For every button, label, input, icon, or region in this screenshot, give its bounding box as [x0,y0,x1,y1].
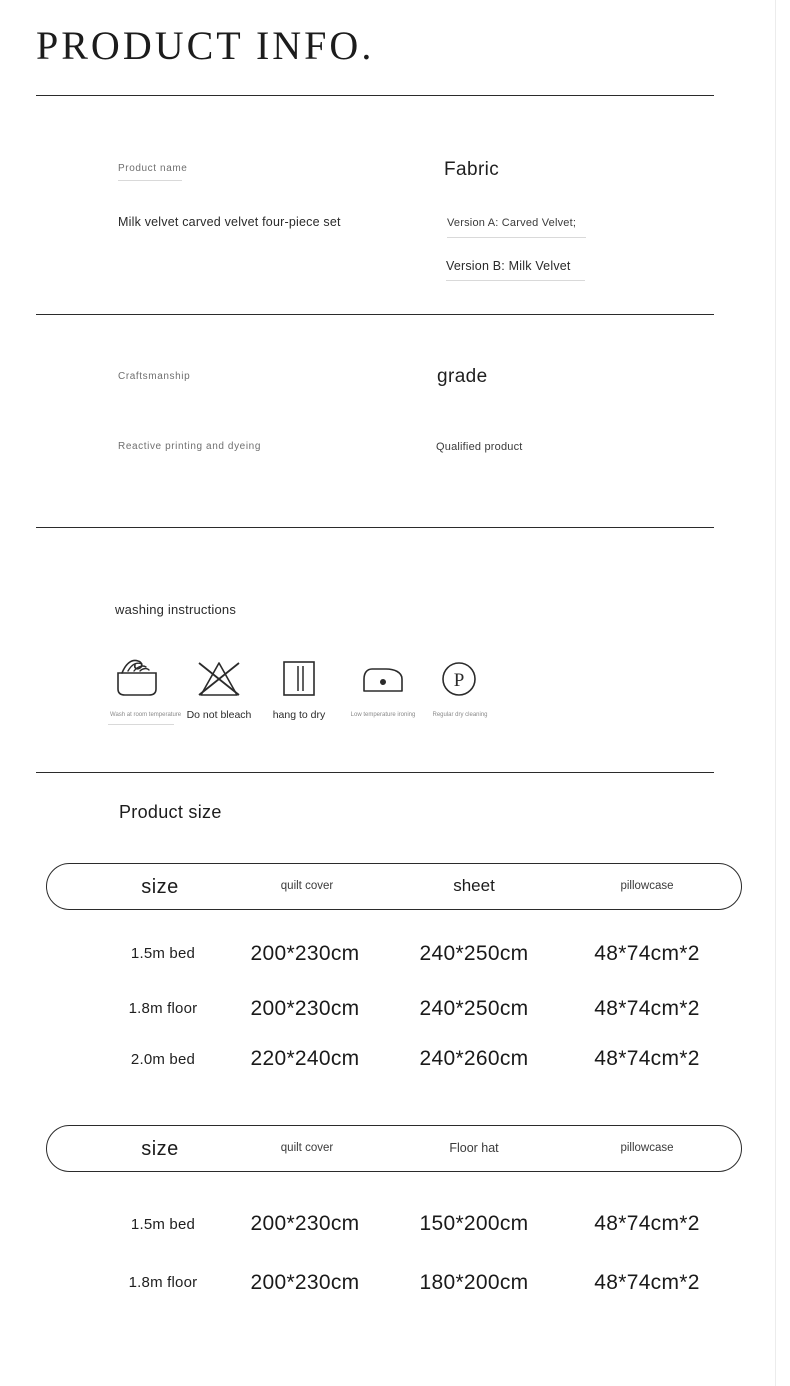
do-not-bleach-caption: Do not bleach [186,709,252,721]
hang-to-dry-caption: hang to dry [272,709,326,721]
do-not-bleach-icon [192,655,246,701]
size-table-2-row-1-pillowcase: 48*74cm*2 [594,1212,700,1235]
hand-wash-caption-underline [108,724,174,725]
fabric-version-a: Version A: Carved Velvet; [447,217,577,229]
size-table-1-header-size: size [141,876,179,898]
svg-text:P: P [453,670,465,691]
product-name-label-underline [118,180,182,181]
section-divider-1 [36,314,714,315]
fabric-label: Fabric [444,159,500,180]
size-table-1-header-sheet: sheet [453,876,495,895]
size-table-2-row-1-size: 1.5m bed [130,1216,196,1233]
fabric-version-b-underline [446,280,585,281]
size-table-2-header-quilt-cover: quilt cover [280,1142,334,1154]
low-temperature-iron-caption: Low temperature ironing [350,712,416,718]
fabric-version-b: Version B: Milk Velvet [446,259,571,273]
size-table-1-row-3-sheet: 240*260cm [419,1047,529,1070]
size-table-1-header-quilt-cover: quilt cover [280,880,334,892]
size-table-2-row-2-quilt: 200*230cm [250,1271,360,1294]
hand-wash-caption: Wash at room temperature [110,712,182,718]
section-divider-2 [36,527,714,528]
size-table-2-header-pillowcase: pillowcase [620,1142,674,1154]
size-table-2-row-2-size: 1.8m floor [128,1274,198,1291]
dry-clean-icon [432,655,486,701]
product-name-value: Milk velvet carved velvet four-piece set [118,215,341,229]
size-table-2-header-size: size [141,1138,179,1160]
page-right-margin [775,0,790,1386]
grade-value: Qualified product [436,441,523,453]
size-table-1-row-1-quilt: 200*230cm [250,942,360,965]
dry-clean-caption: Regular dry cleaning [432,712,488,718]
title-divider [36,95,714,96]
size-table-1-row-1-size: 1.5m bed [130,945,196,962]
size-table-1-row-3-quilt: 220*240cm [250,1047,360,1070]
size-table-2-row-2-floor-hat: 180*200cm [419,1271,529,1294]
size-table-1-row-3-pillowcase: 48*74cm*2 [594,1047,700,1070]
washing-instructions-heading: washing instructions [115,602,237,617]
hand-wash-icon [112,655,166,701]
size-table-1-row-1-pillowcase: 48*74cm*2 [594,942,700,965]
section-divider-3 [36,772,714,773]
size-table-2-header-floor-hat: Floor hat [449,1141,499,1155]
size-table-2-row-1-quilt: 200*230cm [250,1212,360,1235]
size-table-1-header-pillowcase: pillowcase [620,880,674,892]
size-table-1-row-2-sheet: 240*250cm [419,997,529,1020]
size-table-1-row-2-quilt: 200*230cm [250,997,360,1020]
low-temperature-iron-icon [356,655,410,701]
size-table-1-row-2-size: 1.8m floor [128,1000,198,1017]
product-name-label: Product name [118,163,188,174]
size-table-1-row-1-sheet: 240*250cm [419,942,529,965]
size-table-2-row-2-pillowcase: 48*74cm*2 [594,1271,700,1294]
product-size-heading: Product size [119,802,222,822]
grade-label: grade [437,366,488,387]
size-table-2-row-1-floor-hat: 150*200cm [419,1212,529,1235]
craftsmanship-label: Craftsmanship [118,371,191,382]
craftsmanship-value: Reactive printing and dyeing [118,441,261,452]
size-table-1-row-3-size: 2.0m bed [130,1051,196,1068]
fabric-version-a-underline [447,237,586,238]
page-title: PRODUCT INFO. [36,23,375,68]
hang-to-dry-icon [272,655,326,701]
size-table-1-row-2-pillowcase: 48*74cm*2 [594,997,700,1020]
